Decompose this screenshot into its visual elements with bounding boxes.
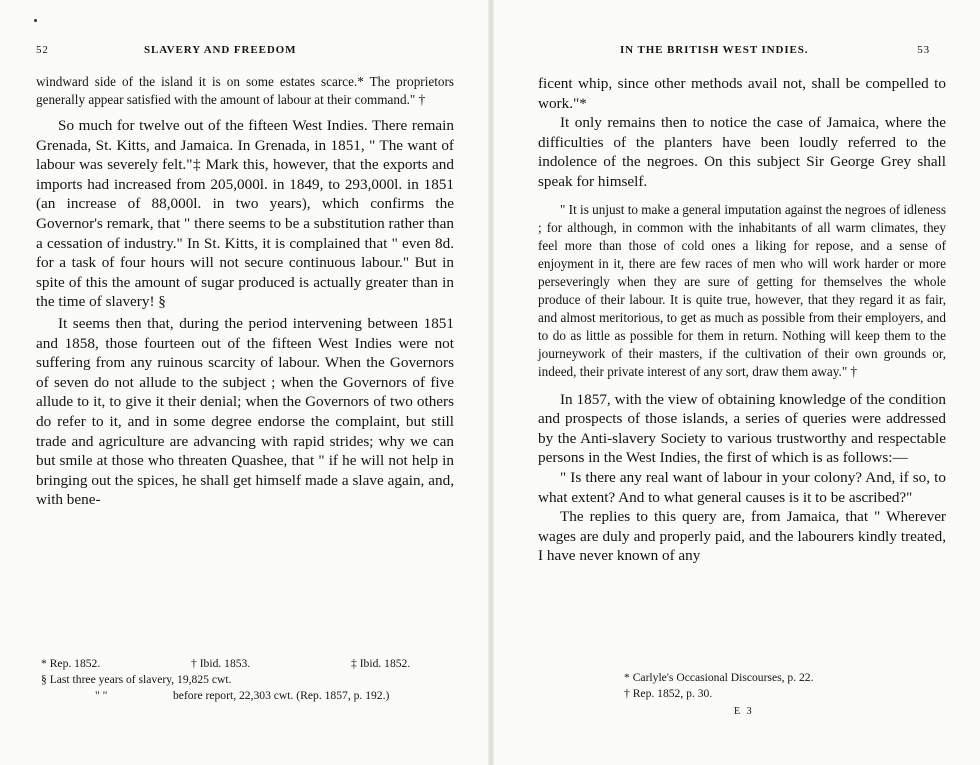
right-page-header bbox=[538, 44, 946, 64]
left-paragraph-3: It seems then that, during the period intervening between 1851 and 1858, those fourteen out of the fifteen West Indies were not suffering from any ruinous scarcity of labour. When the Governors of seven do not allude to the subject ; when the Governors of five allude to it, to give it their denial; when the Governors of two others do refer to it, and in some degree endorse the complaint, but still trade and agriculture are advancing with rapid strides; why we can but smile at those who threaten Quashee, that " if he will not help in bringing out the spices, he shall get himself made a slave again, and, with bene- bbox=[36, 314, 454, 509]
footnote-row bbox=[41, 656, 459, 672]
footnote-5-ditto: " " bbox=[95, 689, 108, 702]
footnote-3: ‡ Ibid. 1852. bbox=[351, 657, 411, 670]
footnote-row bbox=[41, 688, 459, 704]
footnote-2: † Rep. 1852, p. 30. bbox=[624, 687, 713, 700]
left-paragraph-1: windward side of the island it is on some estates scarce.* The proprietors generally appear satisfied with the amount of labour at their command." † bbox=[36, 74, 454, 107]
right-footnotes bbox=[624, 670, 924, 702]
right-running-head: IN THE BRITISH WEST INDIES. bbox=[620, 44, 809, 56]
signature-mark: E 3 bbox=[734, 706, 754, 717]
left-page bbox=[36, 0, 454, 702]
right-page bbox=[538, 0, 946, 717]
footnote-4: § Last three years of slavery, 19,825 cwt. bbox=[41, 673, 232, 686]
right-page-number: 53 bbox=[917, 44, 930, 56]
book-spine bbox=[488, 0, 494, 765]
left-running-head: SLAVERY AND FREEDOM bbox=[144, 44, 297, 56]
left-page-header bbox=[36, 44, 454, 64]
footnote-5: before report, 22,303 cwt. (Rep. 1857, p. 192.) bbox=[173, 689, 390, 702]
footnote-1: * Rep. 1852. bbox=[41, 657, 101, 670]
left-page-number: 52 bbox=[36, 44, 49, 56]
footnote-2: † Ibid. 1853. bbox=[191, 657, 251, 670]
right-paragraph-1: ficent whip, since other methods avail not, shall be compelled to work."* bbox=[538, 75, 946, 112]
left-footnotes bbox=[41, 656, 459, 704]
right-paragraph-3: In 1857, with the view of obtaining knowledge of the condition and prospects of those islands, a series of queries were addressed by the Anti-slavery Society to various trustworthy and respectable persons in the West Indies, the first of which is as follows:— bbox=[538, 390, 946, 467]
left-paragraph-2: So much for twelve out of the fifteen West Indies. There remain Grenada, St. Kitts, and Jamaica. In Grenada, in 1851, " The want of labour was severely felt."‡ Mark this, however, that the exports and imports had increased from 205,000l. in 1849, to 293,000l. in 1851 (an increase of 88,000l. in two years), which confirms the Governor's remark, that " there seems to be a substitution rather than a cessation of industry." In St. Kitts, it is complained that " even 8d. for a task of four hours will not secure continuous labour." But in spite of this the amount of sugar produced is actually greater than in the time of slavery! § bbox=[36, 117, 454, 311]
right-paragraph-2: It only remains then to notice the case of Jamaica, where the difficulties of the planters have been loudly referred to the indolence of the negroes. On this subject Sir George Grey shall speak for himself. bbox=[538, 114, 946, 190]
right-quote: " It is unjust to make a general imputation against the negroes of idleness ; for although, in common with the inhabitants of all warm climates, they feel more than those of cold ones a liking for repose, and a sense of enjoyment in it, there are few races of men who will work harder or more perseveringly when they are sure of getting for themselves the whole produce of their labour. It is quite true, however, that they regard it as fair, and almost meritorious, to get as much as possible from their employers, and to do as little as possible for them in return. Nothing will keep them to the journeywork of their masters, if the cultivation of their own grounds or, indeed, their private interest of any sort, draw them away." † bbox=[538, 201, 946, 379]
left-page-body bbox=[36, 73, 454, 510]
right-page-body bbox=[538, 74, 946, 566]
footnote-1: * Carlyle's Occasional Discourses, p. 22. bbox=[624, 671, 814, 684]
right-query: " Is there any real want of labour in your colony? And, if so, to what extent? And to what general causes is it to be ascribed?" bbox=[538, 468, 946, 506]
right-paragraph-4: The replies to this query are, from Jamaica, that " Wherever wages are duly and properly paid, and the labourers kindly treated, I have never known of any bbox=[538, 508, 946, 565]
